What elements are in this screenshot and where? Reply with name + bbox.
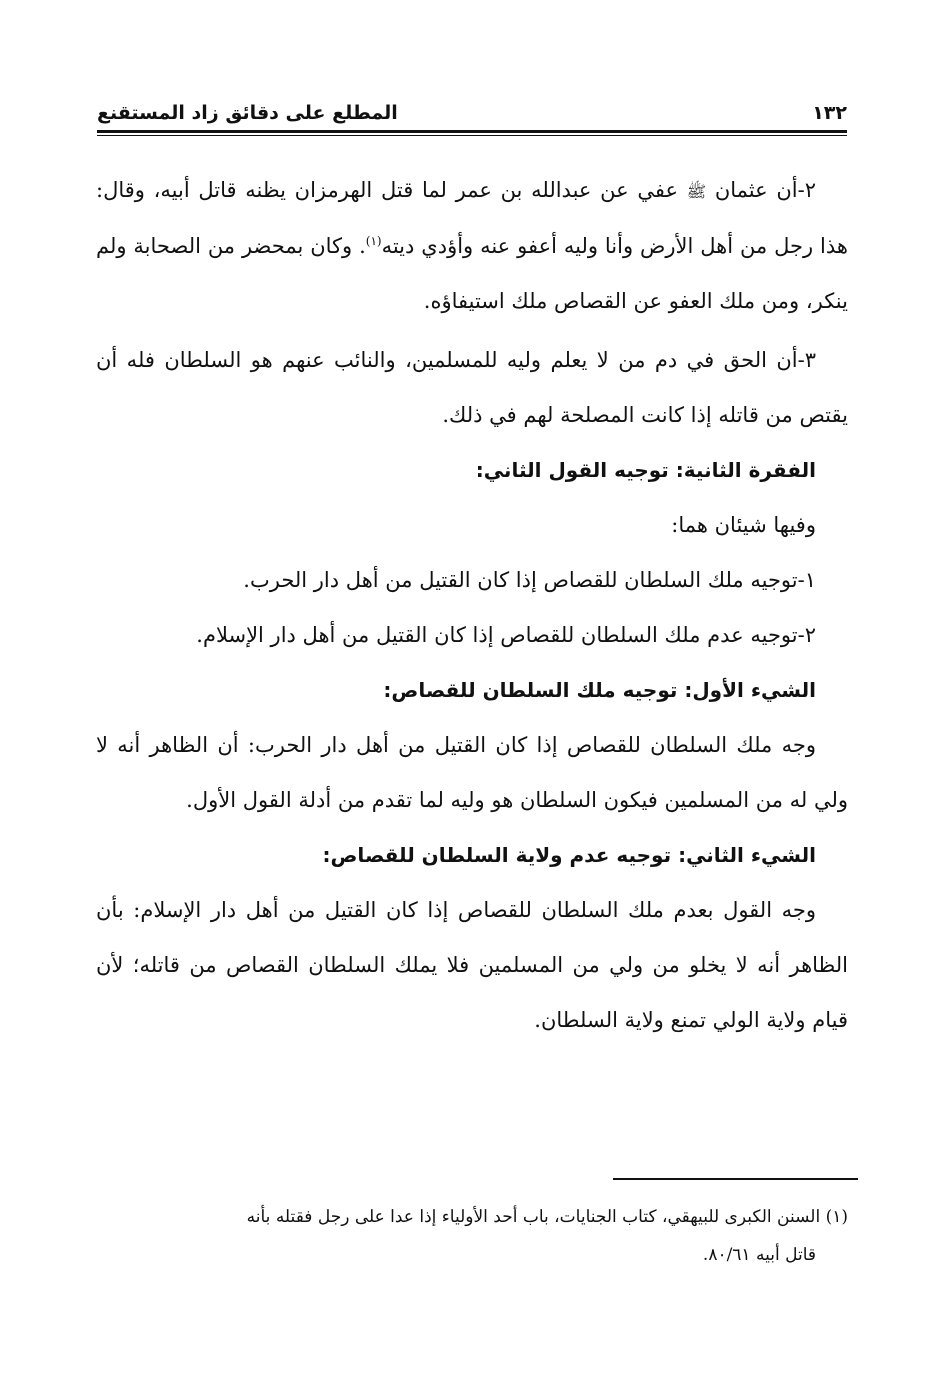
list-item-2: ٢-توجيه عدم ملك السلطان للقصاص إذا كان القتيل من أهل دار الإسلام. — [196, 623, 816, 647]
paragraph-intro-two-things: وفيها شيئان هما: — [671, 513, 816, 537]
section-heading-first-thing: الشيء الأول: توجيه ملك السلطان للقصاص: — [383, 678, 816, 702]
paragraph-first-thing: وجه ملك السلطان للقصاص إذا كان القتيل من أهل دار الحرب: أن الظاهر أنه لا ولي له من المسلمين فيكون السلطان هو وليه لما تقدم من أدلة القول الأول. — [96, 733, 848, 812]
book-title: المطلع على دقائق زاد المستقنع — [97, 102, 398, 124]
footnote-line-1: (١) السنن الكبرى للبيهقي، كتاب الجنايات، باب أحد الأولياء إذا عدا على رجل فقتله بأنه — [246, 1207, 848, 1227]
section-heading-second-paragraph: الفقرة الثانية: توجيه القول الثاني: — [475, 458, 816, 482]
footnote-reference[interactable]: (١) — [365, 234, 382, 248]
paragraph-second-thing: وجه القول بعدم ملك السلطان للقصاص إذا كان القتيل من أهل دار الإسلام: بأن الظاهر أنه لا يخلو من ولي من المسلمين فلا يملك السلطان القصاص من قاتله؛ لأن قيام ولاية الولي تمنع ولاية السلطان. — [96, 898, 848, 1032]
header-rule-thin — [97, 135, 847, 136]
footnote — [96, 1198, 848, 1274]
footnote-separator — [613, 1178, 858, 1180]
honorific-glyph: ﷺ — [686, 182, 707, 201]
list-item-1: ١-توجيه ملك السلطان للقصاص إذا كان القتيل من أهل دار الحرب. — [243, 568, 816, 592]
footnote-line-2: قاتل أبيه ٨٠/٦١. — [702, 1245, 816, 1265]
header-rule — [97, 130, 847, 133]
running-head — [97, 94, 847, 124]
main-text — [96, 163, 848, 1048]
paragraph-evidence-3: ٣-أن الحق في دم من لا يعلم وليه للمسلمين، والنائب عنهم هو السلطان فله أن يقتص من قاتله إذا كانت المصلحة لهم في ذلك. — [96, 348, 848, 427]
paragraph-evidence-2: ٢-أن عثمان ﷺ عفي عن عبدالله بن عمر لما قتل الهرمزان يظنه قاتل أبيه، وقال: هذا رجل من أهل الأرض وأنا وليه أعفو عنه وأؤدي ديته$^{(١)}$. وكان بمحضر من الصحابة ولم ينكر، ومن ملك العفو عن القصاص ملك استيفاؤه. — [96, 178, 848, 313]
page-number: ١٣٢ — [812, 102, 847, 124]
section-heading-second-thing: الشيء الثاني: توجيه عدم ولاية السلطان للقصاص: — [322, 843, 816, 867]
